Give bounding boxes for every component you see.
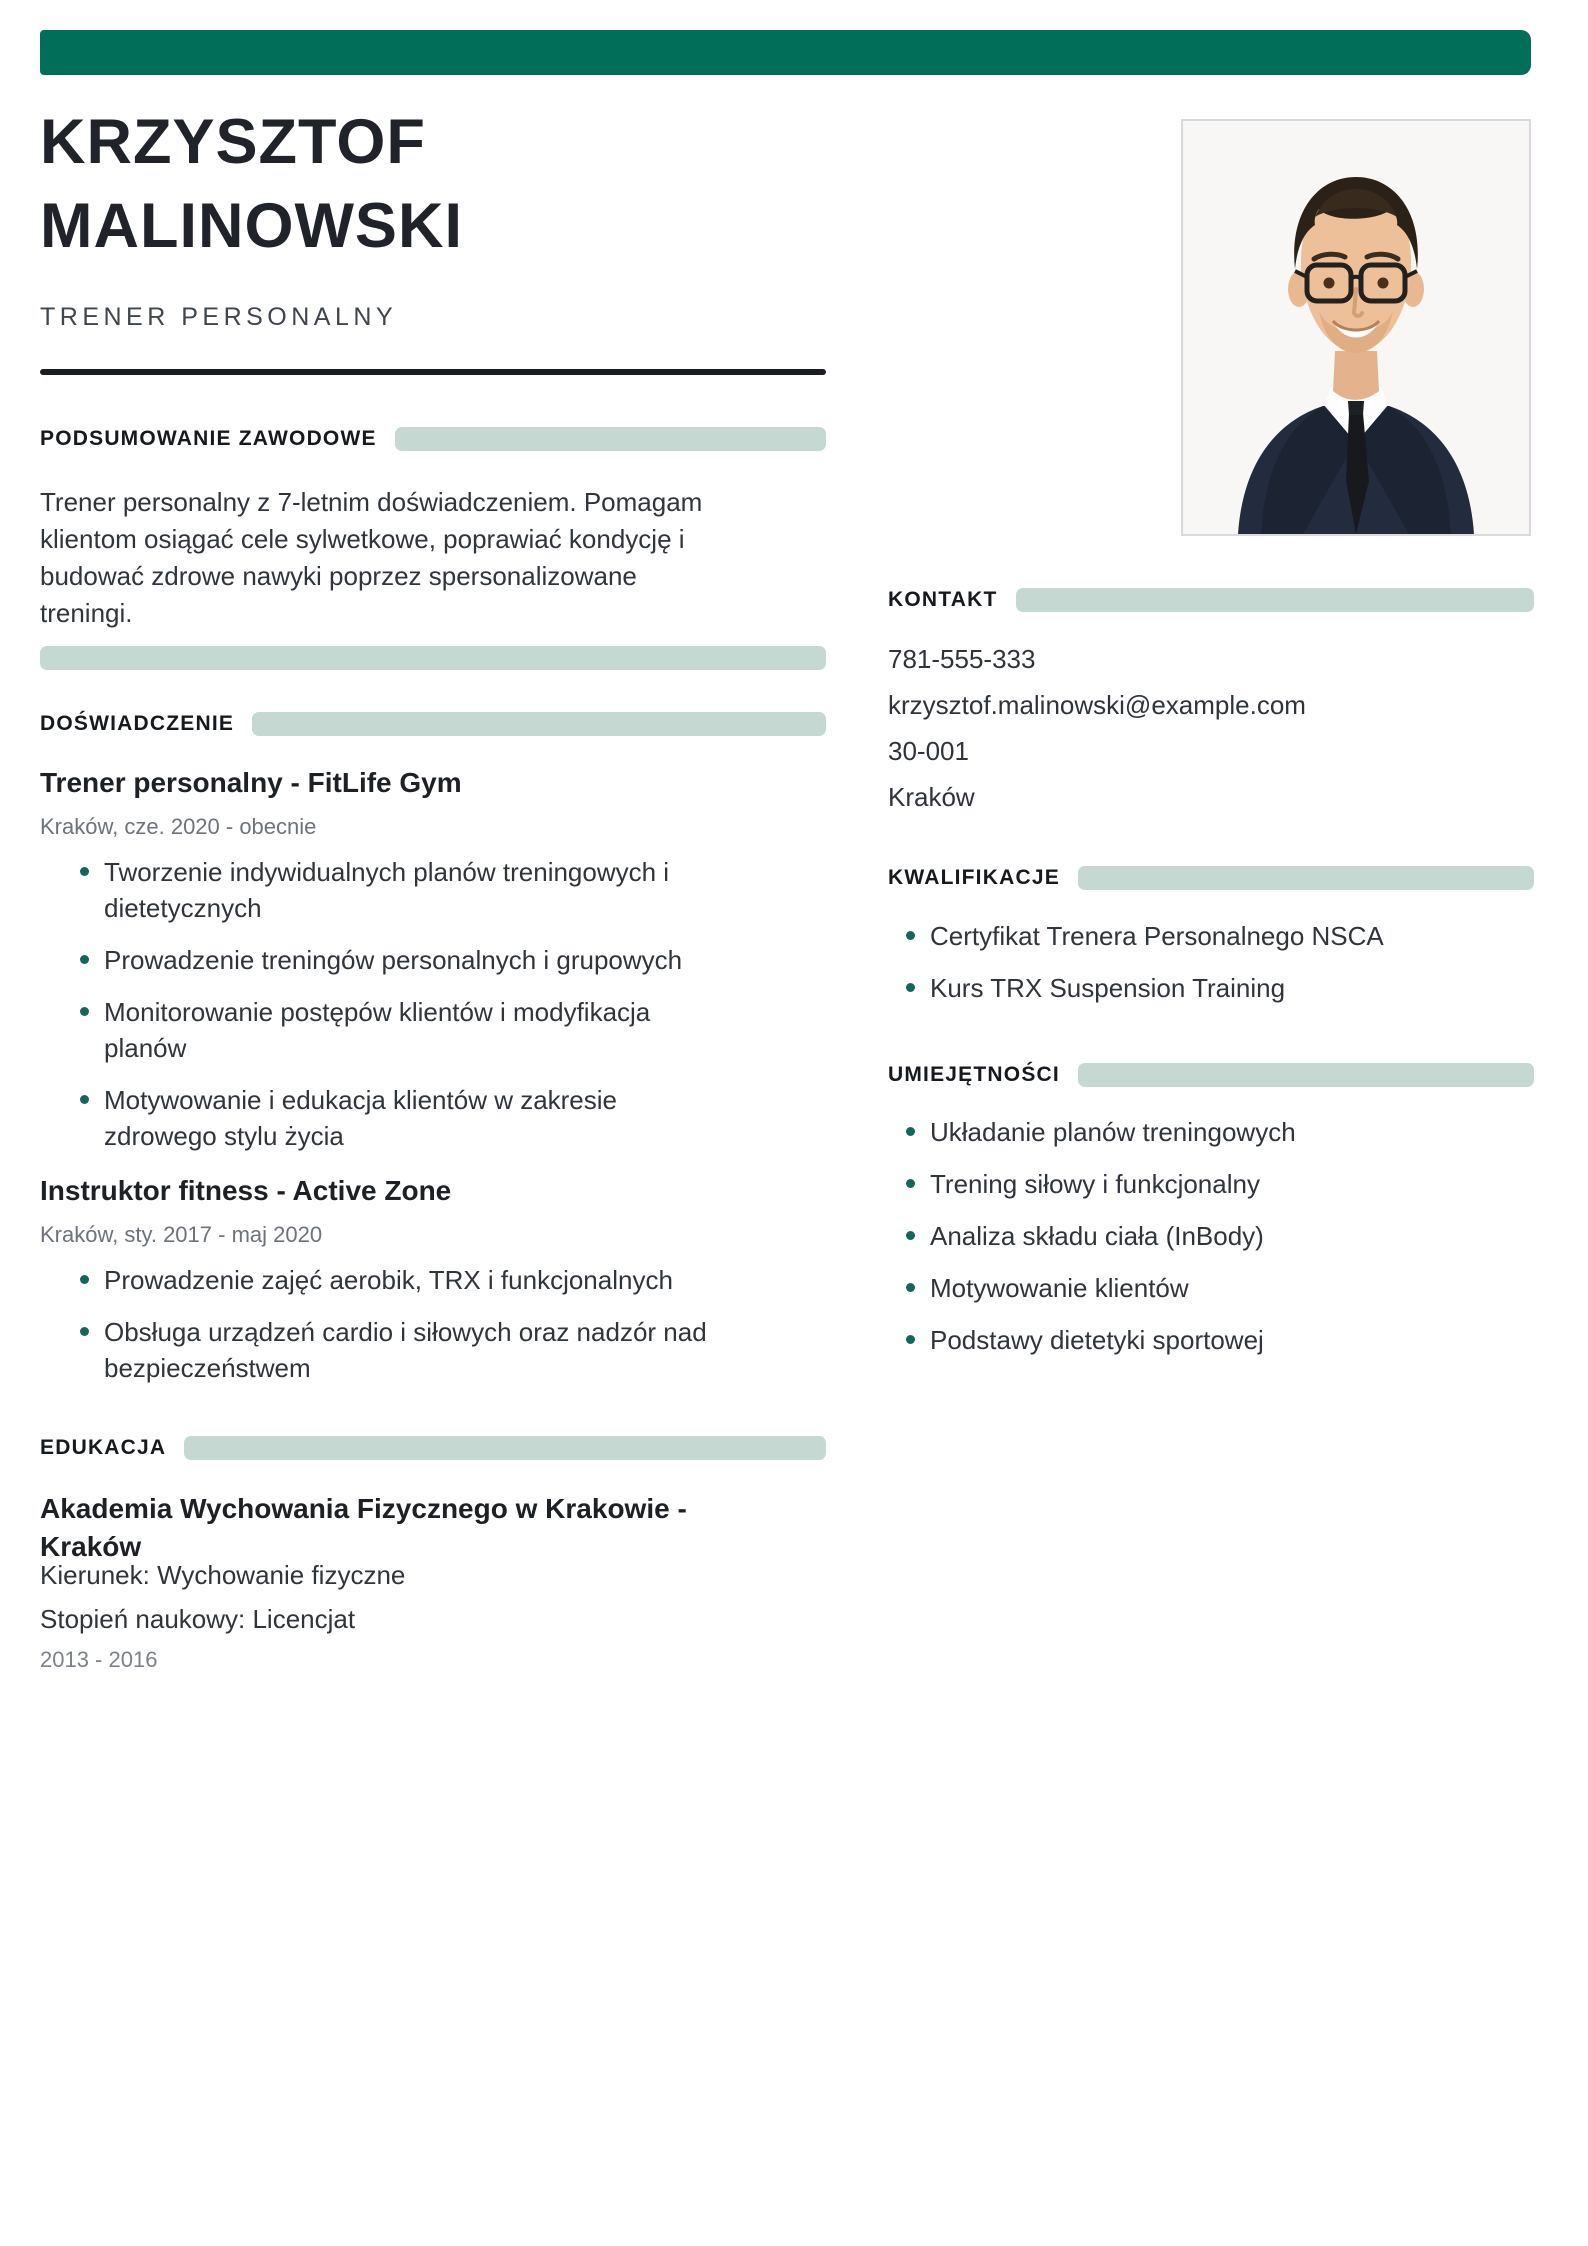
section-experience-header xyxy=(40,712,826,736)
list-item: Tworzenie indywidualnych planów treningowych i dietetycznych xyxy=(62,854,717,926)
candidate-name xyxy=(40,100,800,268)
section-divider xyxy=(40,646,826,670)
section-skills-header xyxy=(888,1063,1534,1087)
education-years: 2013 - 2016 xyxy=(40,1647,158,1672)
candidate-name-line2: MALINOWSKI xyxy=(40,191,463,261)
list-item: Prowadzenie treningów personalnych i grupowych xyxy=(62,942,717,978)
qualifications-heading-bar xyxy=(1078,866,1534,890)
qualifications-heading: KWALIFIKACJE xyxy=(888,866,1060,889)
skills-list xyxy=(888,1114,1534,1374)
contact-heading: KONTAKT xyxy=(888,588,998,611)
job-meta: Kraków, cze. 2020 - obecnie xyxy=(40,814,317,839)
profile-photo xyxy=(1181,119,1531,536)
section-qualifications-header xyxy=(888,866,1534,890)
education-heading: EDUKACJA xyxy=(40,1436,167,1459)
section-summary-header xyxy=(40,427,826,451)
contact-email: krzysztof.malinowski@example.com xyxy=(888,690,1306,720)
qualifications-list xyxy=(888,918,1534,1022)
candidate-job-title: TRENER PERSONALNY xyxy=(40,303,398,331)
contact-postal-code: 30-001 xyxy=(888,736,969,766)
job-title: Trener personalny - FitLife Gym xyxy=(40,767,462,798)
list-item: Motywowanie i edukacja klientów w zakresie zdrowego stylu życia xyxy=(62,1082,717,1154)
education-heading-bar xyxy=(184,1436,826,1460)
experience-heading: DOŚWIADCZENIE xyxy=(40,712,235,735)
job-bullet-list xyxy=(62,1262,717,1402)
list-item: Motywowanie klientów xyxy=(888,1270,1534,1306)
section-contact-header xyxy=(888,588,1534,612)
list-item: Układanie planów treningowych xyxy=(888,1114,1534,1150)
list-item: Prowadzenie zajęć aerobik, TRX i funkcjonalnych xyxy=(62,1262,717,1298)
contact-phone: 781-555-333 xyxy=(888,644,1036,674)
skills-heading: UMIEJĘTNOŚCI xyxy=(888,1063,1060,1086)
list-item: Obsługa urządzeń cardio i siłowych oraz nadzór nad bezpieczeństwem xyxy=(62,1314,717,1386)
skills-heading-bar xyxy=(1078,1063,1534,1087)
education-school: Akademia Wychowania Fizycznego w Krakowie - Kraków xyxy=(40,1493,687,1562)
section-education-header xyxy=(40,1436,826,1460)
summary-heading-bar xyxy=(395,427,826,451)
list-item: Monitorowanie postępów klientów i modyfikacja planów xyxy=(62,994,717,1066)
list-item: Kurs TRX Suspension Training xyxy=(888,970,1534,1006)
list-item: Trening siłowy i funkcjonalny xyxy=(888,1166,1534,1202)
list-item: Certyfikat Trenera Personalnego NSCA xyxy=(888,918,1534,954)
contact-block xyxy=(888,636,1534,820)
education-field: Kierunek: Wychowanie fizyczne xyxy=(40,1560,406,1590)
job-bullet-list xyxy=(62,854,717,1170)
header-rule xyxy=(40,369,826,375)
candidate-name-line1: KRZYSZTOF xyxy=(40,107,426,177)
contact-city: Kraków xyxy=(888,782,975,812)
portrait-illustration xyxy=(1183,121,1529,534)
summary-text: Trener personalny z 7-letnim doświadczeniem. Pomagam klientom osiągać cele sylwetkowe, poprawiać kondycję i budować zdrowe nawyki poprzez spersonalizowane treningi. xyxy=(40,487,703,628)
summary-heading: PODSUMOWANIE ZAWODOWE xyxy=(40,427,377,450)
list-item: Analiza składu ciała (InBody) xyxy=(888,1218,1534,1254)
list-item: Podstawy dietetyki sportowej xyxy=(888,1322,1534,1358)
top-accent-bar xyxy=(40,30,1531,75)
experience-heading-bar xyxy=(252,712,826,736)
contact-heading-bar xyxy=(1016,588,1535,612)
job-meta: Kraków, sty. 2017 - maj 2020 xyxy=(40,1222,323,1247)
education-degree: Stopień naukowy: Licencjat xyxy=(40,1604,356,1634)
job-title: Instruktor fitness - Active Zone xyxy=(40,1175,452,1206)
